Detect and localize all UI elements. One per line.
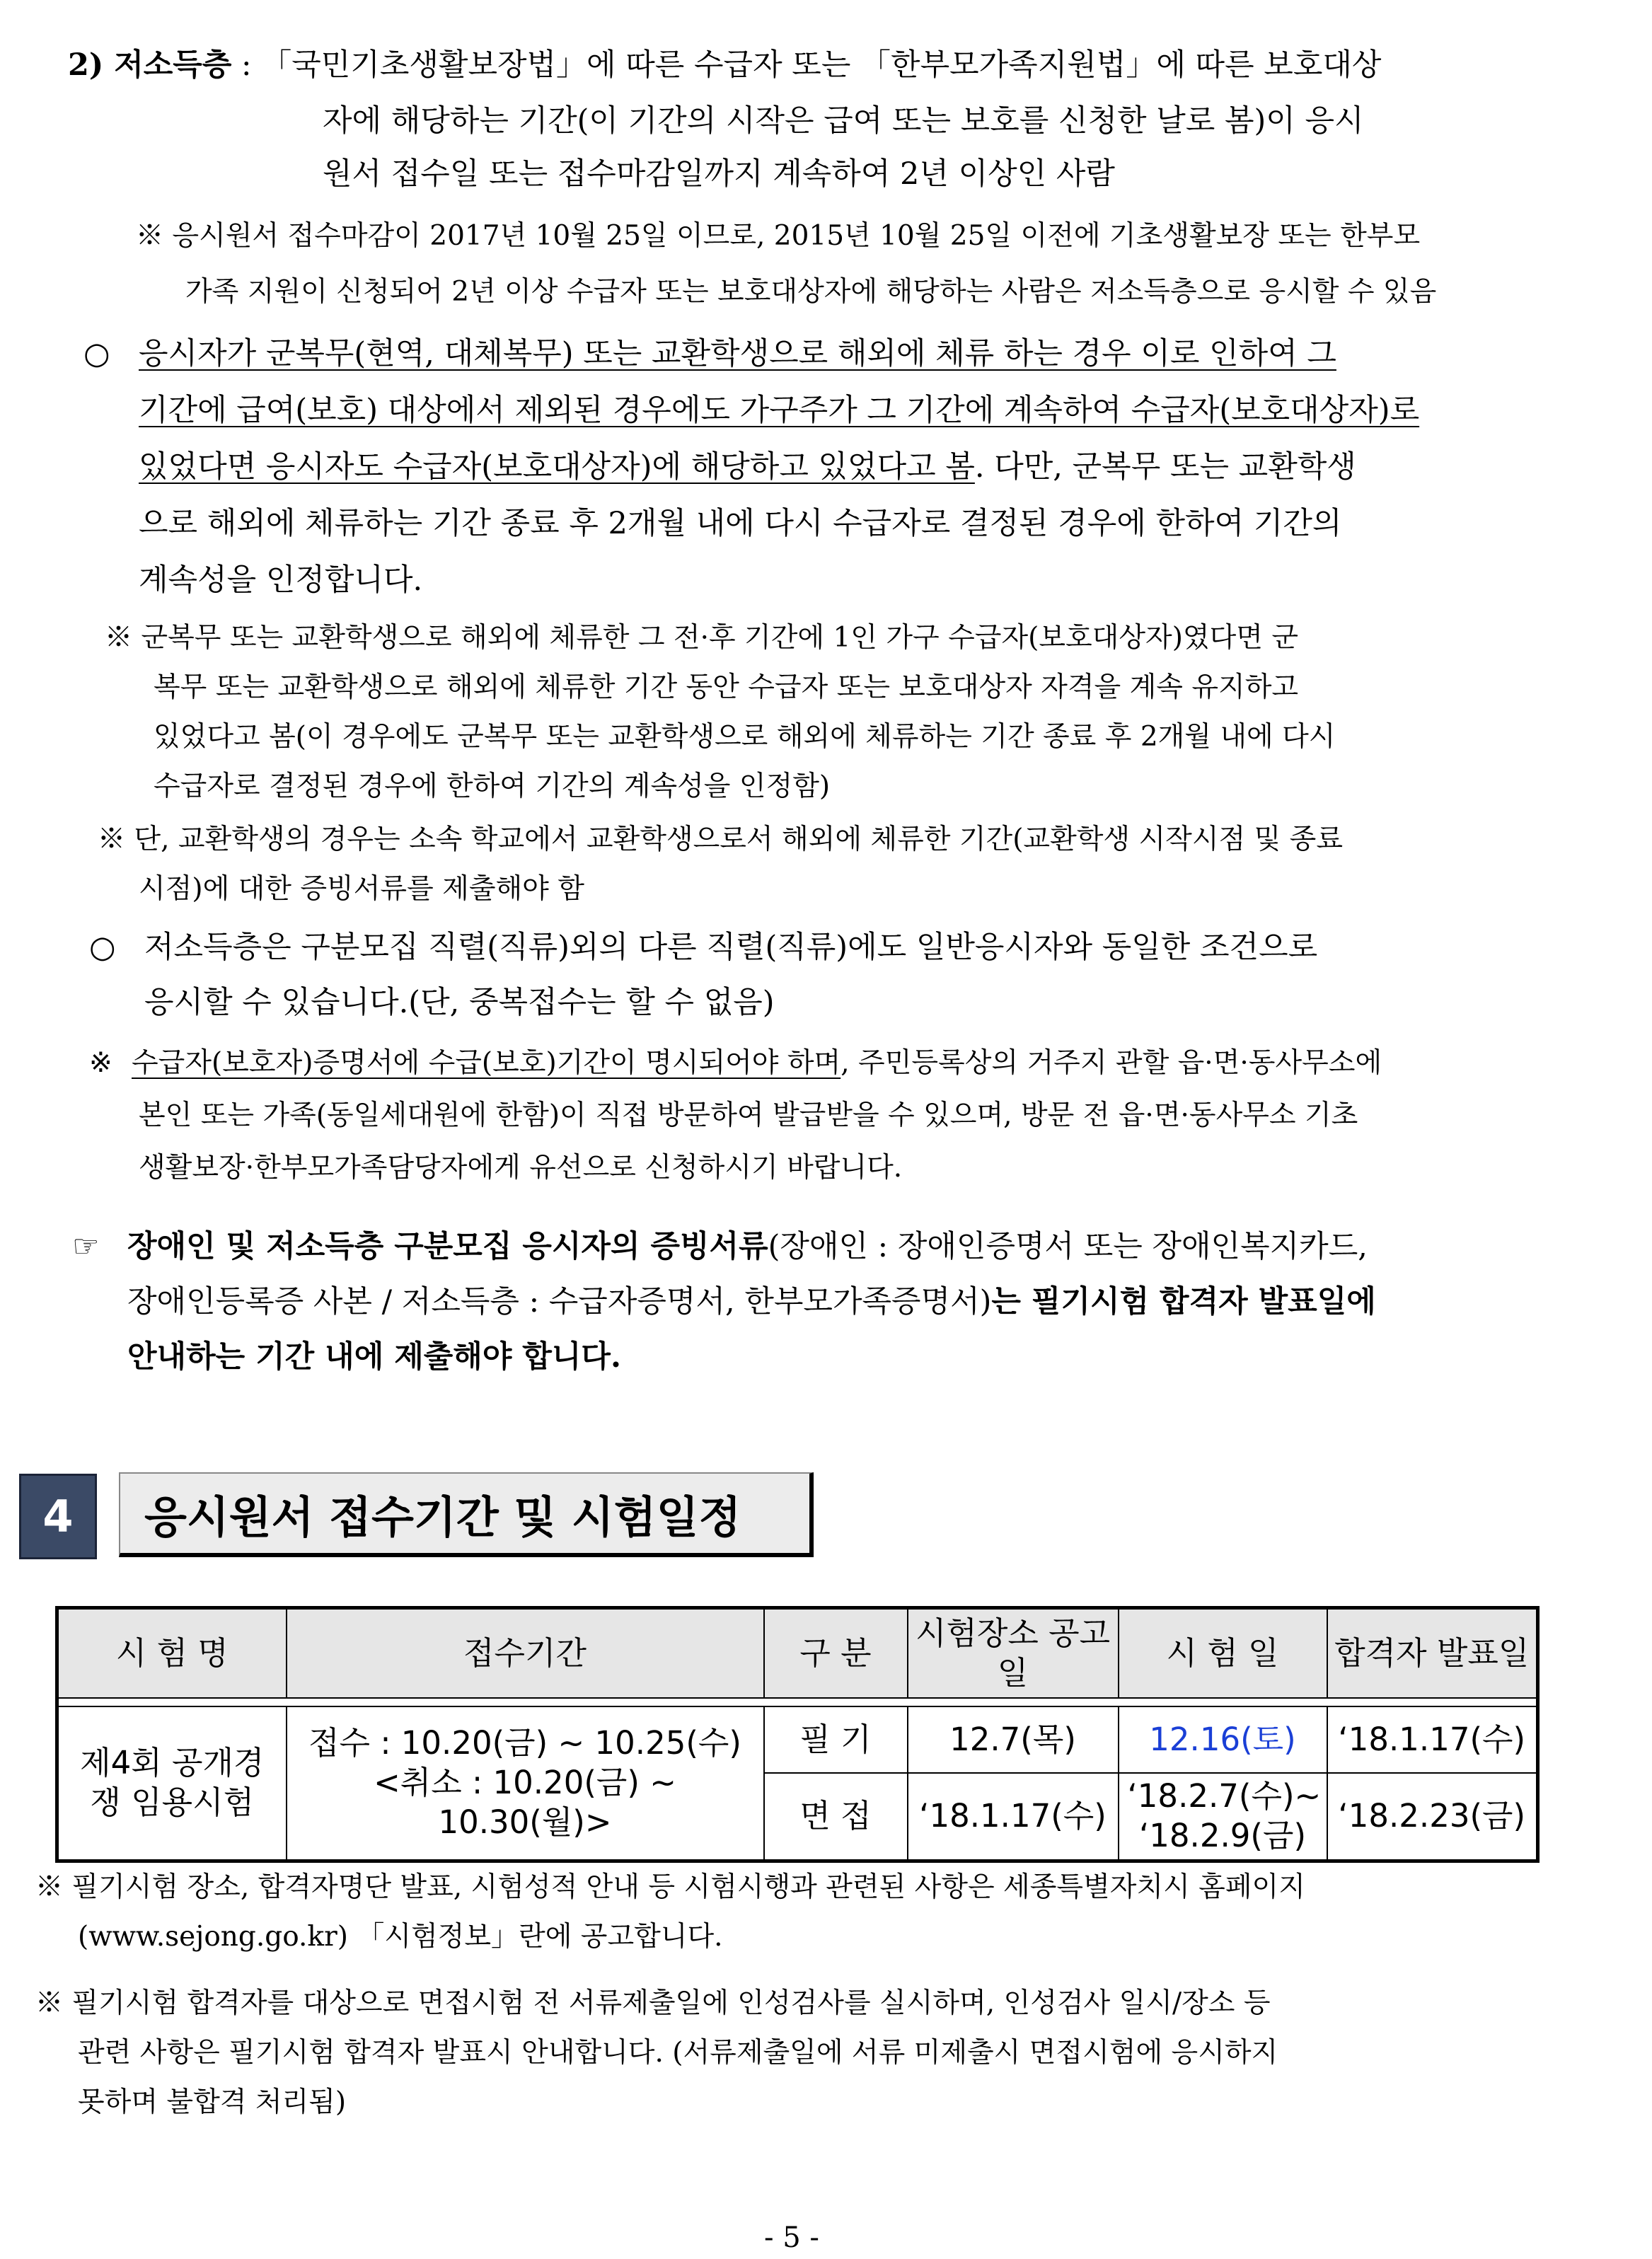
note-certificate-rest: , 주민등록상의 거주지 관할 읍·면·동사무소에 <box>841 1047 1382 1079</box>
cell-exam-date: 12.16(토) <box>1119 1706 1327 1773</box>
cell-exam-date: ‘18.2.7(수)~ ‘18.2.9(금) <box>1119 1773 1327 1861</box>
military-para-line5: 계속성을 인정합니다. <box>139 562 423 598</box>
note-certificate-line3: 생활보장·한부모가족담당자에게 유선으로 신청하시기 바랍니다. <box>139 1152 903 1184</box>
header-registration: 접수기간 <box>287 1608 764 1699</box>
cell-result-date: ‘18.2.23(금) <box>1327 1773 1538 1861</box>
note-exchange-line1: ※ 단, 교환학생의 경우는 소속 학교에서 교환학생으로서 해외에 체류한 기간(교환학생 시작시점 및 종료 <box>98 824 1344 855</box>
item-low-income-line2: 자에 해당하는 기간(이 기간의 시작은 급여 또는 보호를 신청한 날로 봄)이 응시 <box>323 103 1364 139</box>
low-income-para-line2: 응시할 수 있습니다.(단, 중복접수는 할 수 없음) <box>144 985 775 1020</box>
note-mark: ※ <box>89 1047 112 1079</box>
note-personality-line2: 관련 사항은 필기시험 합격자 발표시 안내합니다. (서류제출일에 서류 미제출시 면접시험에 응시하지 <box>78 2037 1278 2069</box>
note-announce-line2: (www.sejong.go.kr) 「시험정보」란에 공고합니다. <box>78 1921 723 1953</box>
military-para-line1: 응시자가 군복무(현역, 대체복무) 또는 교환학생으로 해외에 체류 하는 경우 이로 인하여 그 <box>139 336 1336 371</box>
header-exam-date: 시 험 일 <box>1119 1608 1327 1699</box>
note-announce-line1: ※ 필기시험 장소, 합격자명단 발표, 시험성적 안내 등 시험시행과 관련된 사항은 세종특별자치시 홈페이지 <box>35 1871 1305 1903</box>
pointer-line2 <box>127 1282 1376 1322</box>
note-military-line3: 있었다고 봄(이 경우에도 군복무 또는 교환학생으로 해외에 체류하는 기간 종료 후 2개월 내에 다시 <box>154 721 1336 753</box>
note-personality-line3: 못하며 불합격 처리됨) <box>78 2086 347 2118</box>
header-exam-name: 시 험 명 <box>57 1608 287 1699</box>
header-type: 구 분 <box>764 1608 908 1699</box>
section-number-badge: 4 <box>19 1474 97 1559</box>
military-para-line2: 기간에 급여(보호) 대상에서 제외된 경우에도 가구주가 그 기간에 계속하여 수급자(보호대상자)로 <box>139 393 1420 428</box>
cell-type: 면 접 <box>764 1773 908 1861</box>
pointer-bold1: 장애인 및 저소득층 구분모집 응시자의 증빙서류 <box>127 1229 768 1264</box>
cell-registration <box>287 1706 764 1861</box>
military-para-rest: . 다만, 군복무 또는 교환학생 <box>974 449 1356 485</box>
note-deadline-line1: ※ 응시원서 접수마감이 2017년 10월 25일 이므로, 2015년 10월 25일 이전에 기초생활보장 또는 한부모 <box>136 220 1421 252</box>
cell-result-date: ‘18.1.17(수) <box>1327 1706 1538 1773</box>
note-deadline-line2: 가족 지원이 신청되어 2년 이상 수급자 또는 보호대상자에 해당하는 사람은 저소득층으로 응시할 수 있음 <box>185 276 1437 308</box>
military-para-line4: 으로 해외에 체류하는 기간 종료 후 2개월 내에 다시 수급자로 결정된 경우에 한하여 기간의 <box>139 506 1342 541</box>
cell-exam-name: 제4회 공개경쟁 임용시험 <box>57 1706 287 1861</box>
note-military-line1: ※ 군복무 또는 교환학생으로 해외에 체류한 그 전·후 기간에 1인 가구 수급자(보호대상자)였다면 군 <box>105 622 1299 654</box>
item-low-income-line3: 원서 접수일 또는 접수마감일까지 계속하여 2년 이상인 사람 <box>323 156 1115 192</box>
note-exchange-line2: 시점)에 대한 증빙서류를 제출해야 함 <box>139 873 584 905</box>
section-title: 응시원서 접수기간 및 시험일정 <box>119 1472 814 1557</box>
header-result-date: 합격자 발표일 <box>1327 1608 1538 1699</box>
cell-type: 필 기 <box>764 1706 908 1773</box>
note-certificate-underlined: 수급자(보호자)증명서에 수급(보호)기간이 명시되어야 하며 <box>132 1047 841 1079</box>
item-label: 2) 저소득층 <box>68 47 232 83</box>
cell-venue-notice: ‘18.1.17(수) <box>908 1773 1119 1861</box>
pointer-line3: 안내하는 기간 내에 제출해야 합니다. <box>127 1339 621 1375</box>
pointer-bold2: 는 필기시험 합격자 발표일에 <box>991 1284 1376 1319</box>
military-para-line3 <box>139 447 1356 487</box>
schedule-table <box>55 1606 1540 1863</box>
bullet-circle: ○ <box>83 336 110 371</box>
note-military-line2: 복무 또는 교환학생으로 해외에 체류한 기간 동안 수급자 또는 보호대상자 자격을 계속 유지하고 <box>154 671 1299 703</box>
item-low-income-line1 <box>68 45 1381 85</box>
low-income-para-line1: 저소득층은 구분모집 직렬(직류)외의 다른 직렬(직류)에도 일반응시자와 동일한 조건으로 <box>144 930 1318 965</box>
pointer-text2: 장애인등록증 사본 / 저소득층 : 수급자증명서, 한부모가족증명서) <box>127 1284 992 1319</box>
note-personality-line1: ※ 필기시험 합격자를 대상으로 면접시험 전 서류제출일에 인성검사를 실시하며, 인성검사 일시/장소 등 <box>35 1987 1271 2019</box>
header-venue-notice: 시험장소 공고일 <box>908 1608 1119 1699</box>
table-row <box>57 1706 1538 1773</box>
page-number: - 5 - <box>764 2222 819 2254</box>
note-military-line4: 수급자로 결정된 경우에 한하여 기간의 계속성을 인정함) <box>154 770 831 802</box>
pointer-rest1: (장애인 : 장애인증명서 또는 장애인복지카드, <box>768 1229 1368 1264</box>
note-certificate-line2: 본인 또는 가족(동일세대원에 한함)이 직접 방문하여 발급받을 수 있으며, 방문 전 읍·면·동사무소 기초 <box>139 1099 1358 1131</box>
bullet-circle: ○ <box>89 930 116 965</box>
registration-period: 접수 : 10.20(금) ~ 10.25(수) <box>308 1724 741 1762</box>
cancellation-period: <취소 : 10.20(금) ~ 10.30(월)> <box>374 1764 676 1842</box>
pointer-line1 <box>127 1227 1368 1266</box>
cell-venue-notice: 12.7(목) <box>908 1706 1119 1773</box>
table-spacer <box>57 1698 1538 1706</box>
military-para-underlined: 있었다면 응시자도 수급자(보호대상자)에 해당하고 있었다고 봄 <box>139 449 975 485</box>
table-header-row <box>57 1608 1538 1699</box>
pointing-hand-icon: ☞ <box>72 1229 100 1264</box>
note-certificate-line1 <box>132 1046 1382 1080</box>
item-text: : 「국민기초생활보장법」에 따른 수급자 또는 「한부모가족지원법」에 따른 보호대상 <box>231 47 1382 83</box>
